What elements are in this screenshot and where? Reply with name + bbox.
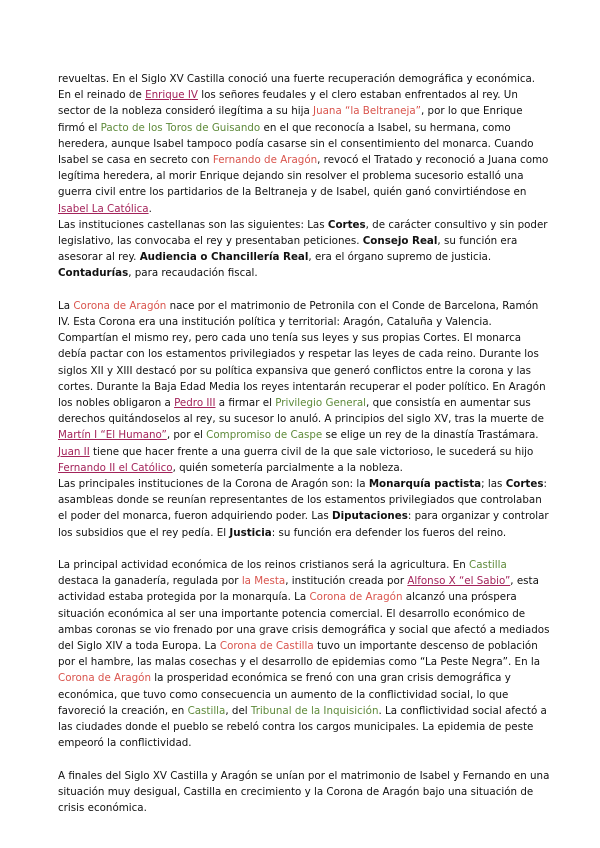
term-corona-castilla: Corona de Castilla	[219, 640, 314, 653]
term-juana-beltraneja: Juana “la Beltraneja”	[313, 105, 422, 118]
link-alfonso-x[interactable]: Alfonso X “el Sabio”	[407, 575, 511, 588]
term-monarquia-pactista: Monarquía pactista	[368, 478, 482, 491]
link-enrique-iv[interactable]: Enrique IV	[145, 89, 198, 102]
term-castilla: Castilla	[469, 559, 507, 572]
term-corona-aragon: Corona de Aragón	[73, 299, 167, 312]
term-la-mesta: la Mesta	[241, 575, 286, 588]
paragraph-gap	[58, 541, 550, 557]
term-compromiso-caspe: Compromiso de Caspe	[206, 429, 323, 442]
link-fernando-ii[interactable]: Fernando II el Católico	[58, 461, 173, 474]
paragraph-gap	[58, 282, 550, 298]
term-pacto-guisando: Pacto de los Toros de Guisando	[100, 121, 261, 134]
link-martin-i[interactable]: Martín I “El Humano”	[58, 429, 167, 442]
term-tribunal-inquisicion: Tribunal de la Inquisición	[250, 704, 379, 717]
paragraph-instituciones-castellanas: Las instituciones castellanas son las siguientes: Las Cortes, de carácter consultivo y sin poder legislativo, las convocaba el rey y presentaban peticiones. Consejo Real, su función era asesorar al rey. Audiencia o Chancillería Real, era el órgano supremo de justicia. Contadurías, para recaudación fiscal.	[58, 218, 548, 280]
paragraph-corona-aragon: La Corona de Aragón nace por el matrimonio de Petronila con el Conde de Barcelona, Ramón IV. Esta Corona era una institución política y territorial: Aragón, Cataluña y Valencia. Compartían el mismo rey, pero cada uno tenía sus leyes y sus propias Cortes. El monarca debía pactar con los estamentos privilegiados y respetar las leyes de cada reino. Durante los siglos XII y XIII destacó por su política expansiva que generó conflictos entre la corona y las cortes. Durante la Baja Edad Media los reyes intentarán recuperar el poder político. En Aragón los nobles obligaron a Pedro III a firmar el Privilegio General, que consistía en aumentar sus derechos quitándoselos al rey, su sucesor lo anuló. A principios del siglo XV, tras la muerte de Martín I “El Humano”, por el Compromiso de Caspe se elige un rey de la dinastía Trastámara. Juan II tiene que hacer frente a una guerra civil de la que sale victorioso, le sucederá su hijo Fernando II el Católico, quién sometería parcialmente a la nobleza.	[58, 299, 546, 474]
term-corona-aragon: Corona de Aragón	[309, 591, 403, 604]
paragraph-union: A finales del Siglo XV Castilla y Aragón se unían por el matrimonio de Isabel y Fernando en una situación muy desigual, Castilla en crecimiento y la Corona de Aragón bajo una situación de crisis económica.	[58, 769, 550, 815]
term-cortes: Cortes	[327, 218, 366, 231]
term-consejo-real: Consejo Real	[362, 235, 438, 248]
link-juan-ii[interactable]: Juan II	[58, 445, 90, 458]
paragraph-castilla-reinado: revueltas. En el Siglo XV Castilla conoció una fuerte recuperación demográfica y económica. En el reinado de Enrique IV los señores feudales y el clero estaban enfrentados al rey. Un sector de la nobleza consideró ilegítima a su hija Juana “la Beltraneja”, por lo que Enrique firmó el Pacto de los Toros de Guisando en el que reconocía a Isabel, su hermana, como heredera, aunque Isabel tampoco podía casarse sin el consentimiento del monarca. Cuando Isabel se casa en secreto con Fernando de Aragón, revocó el Tratado y reconoció a Juana como legítima heredera, al morir Enrique dejando sin resolver el problema sucesorio estalló una guerra civil entre los partidarios de la Beltraneja y de Isabel, quién ganó convirtiéndose en Isabel La Católica.	[58, 73, 549, 215]
term-privilegio-general: Privilegio General	[275, 397, 367, 410]
paragraph-gap	[58, 752, 550, 768]
term-audiencia: Audiencia o Chancillería Real	[139, 251, 309, 264]
term-corona-aragon: Corona de Aragón	[58, 672, 151, 685]
term-contadurias: Contadurías	[58, 267, 129, 280]
term-fernando-aragon: Fernando de Aragón	[212, 154, 318, 167]
link-isabel-catolica[interactable]: Isabel La Católica	[58, 202, 149, 215]
term-cortes-aragon: Cortes	[505, 478, 544, 491]
term-diputaciones: Diputaciones	[332, 510, 408, 523]
paragraph-economia: La principal actividad económica de los reinos cristianos será la agricultura. En Castilla destaca la ganadería, regulada por la Mesta, institución creada por Alfonso X “el Sabio”, esta actividad estaba protegida por la monarquía. La Corona de Aragón alcanzó una próspera situación económica al ser una importante potencia comercial. El desarrollo económico de ambas coronas se vio frenado por una grave crisis demográfica y social que afectó a mediados del Siglo XIV a toda Europa. La Corona de Castilla tuvo un importante descenso de población por el hambre, las malas cosechas y el desarrollo de epidemias como “La Peste Negra”. En la Corona de Aragón la prosperidad económica se frenó con una gran crisis demográfica y económica, que tuvo como consecuencia un aumento de la conflictividad social, lo que favoreció la creación, en Castilla, del Tribunal de la Inquisición. La conflictividad social afectó a las ciudades donde el pueblo se rebeló contra los cargos municipales. La epidemia de peste empeoró la conflictividad.	[58, 559, 550, 750]
term-justicia: Justicia	[229, 526, 272, 539]
link-pedro-iii[interactable]: Pedro III	[174, 397, 216, 410]
term-castilla: Castilla	[187, 704, 226, 717]
paragraph-instituciones-aragon: Las principales instituciones de la Corona de Aragón son: la Monarquía pactista; las Cortes: asambleas donde se reunían representantes de los estamentos privilegiados que controlaban el poder del monarca, fueron adquiriendo poder. Las Diputaciones: para organizar y controlar los subsidios que el rey pedía. El Justicia: su función era defender los fueros del reino.	[58, 478, 549, 539]
